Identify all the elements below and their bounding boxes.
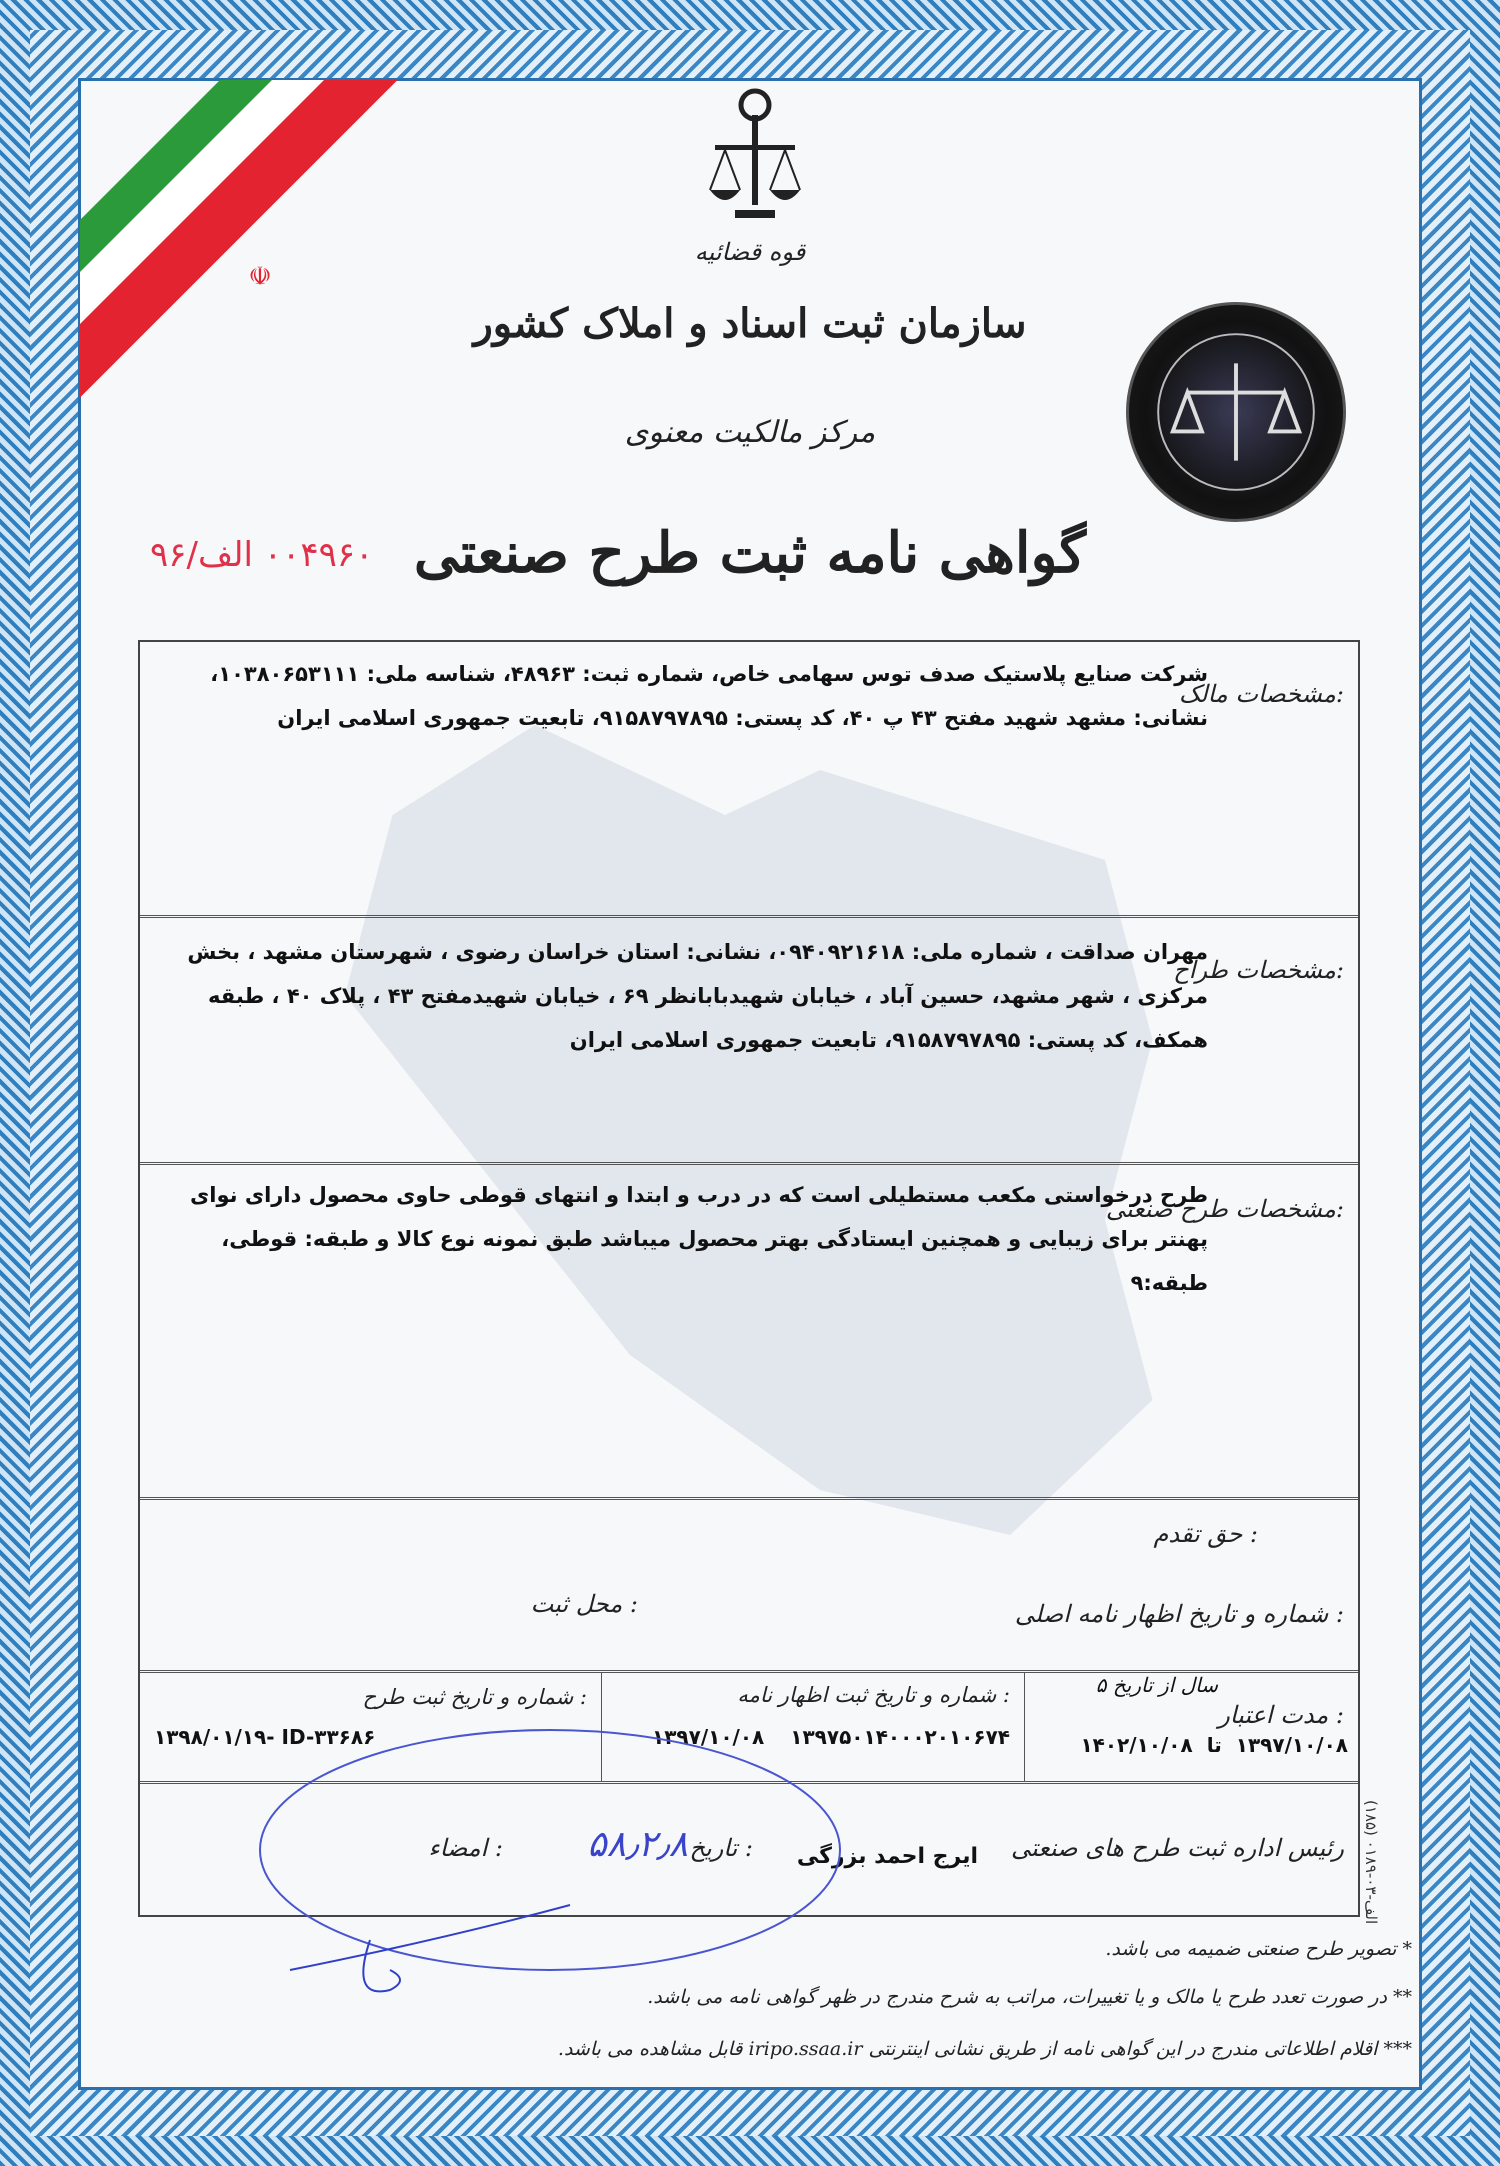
owner-row — [140, 642, 1358, 918]
footnote-3: *** اقلام اطلاعاتی مندرج در این گواهی نامه از طریق نشانی اینترنتی iripo.ssaa.ir قابل مشاهده می باشد. — [557, 2038, 1412, 2060]
original-application-label: شماره و تاریخ اظهار نامه اصلی : — [1014, 1600, 1344, 1628]
application-label: شماره و تاریخ ثبت اظهار نامه : — [737, 1683, 1010, 1707]
registration-place-label: محل ثبت : — [530, 1590, 638, 1618]
official-stamp-and-signature — [240, 1700, 860, 2000]
judiciary-scales-emblem-icon — [700, 85, 810, 235]
validity-from: ۱۳۹۷/۱۰/۰۸ — [1235, 1733, 1348, 1757]
registration-label: شماره و تاریخ ثبت طرح : — [362, 1685, 587, 1709]
owner-details: شرکت صنایع پلاستیک صدف توس سهامی خاص، شماره ثبت: ۴۸۹۶۳، شناسه ملی: ۱۰۳۸۰۶۵۳۱۱۱، نشانی: مشهد شهید مفتح ۴۳ پ ۴۰، کد پستی: ۹۱۵۸۷۹۷۸۹۵، تابعیت جمهوری اسلامی ایران — [210, 662, 1208, 730]
handwritten-date: ۵۸٫۲٫۸ — [587, 1824, 688, 1865]
validity-note: ۵ سال از تاریخ — [1095, 1673, 1218, 1697]
designer-label: مشخصات طراح: — [1173, 956, 1344, 984]
validity-cell — [1024, 1673, 1358, 1781]
priority-row — [140, 1500, 1358, 1673]
design-details: طرح درخواستی مکعب مستطیلی است که در درب و ابتدا و انتهای قوطی حاوی محصول دارای نوای پهنتر برای زیبایی و همچنین ایستادگی بهتر محصول میباشد طبق نمونه نوع کالا و طبقه: قوطی، طبقه:۹ — [190, 1183, 1208, 1295]
footnote-1: * تصویر طرح صنعتی ضمیمه می باشد. — [1105, 1938, 1412, 1960]
priority-label: حق تقدم : — [1153, 1520, 1258, 1548]
iran-flag-icon: ☫ — [80, 80, 420, 420]
serial-number: ۰۰۴۹۶۰ الف/۹۶ — [150, 535, 374, 575]
designer-row — [140, 918, 1358, 1165]
application-date: ۱۳۹۷/۱۰/۰۸ — [652, 1725, 765, 1749]
application-number: ۱۳۹۷۵۰۱۴۰۰۰۲۰۱۰۶۷۴ — [790, 1725, 1010, 1749]
organization-heading: سازمان ثبت اسناد و املاک کشور — [473, 300, 1027, 347]
owner-label: مشخصات مالک: — [1178, 680, 1344, 708]
form-code: (۱۸۵) الف-۰۳-۰۱۸۹ — [1362, 1800, 1380, 1925]
certificate-title: گواهی نامه ثبت طرح صنعتی — [413, 520, 1087, 586]
validity-label: مدت اعتبار : — [1218, 1701, 1344, 1729]
design-row — [140, 1165, 1358, 1500]
validity-to: ۱۴۰۲/۱۰/۰۸ — [1080, 1733, 1193, 1757]
registration-value: ۱۳۹۸/۰۱/۱۹- ID-۳۳۶۸۶ — [154, 1725, 376, 1749]
hologram-seal — [1126, 302, 1346, 522]
signatory-title: رئیس اداره ثبت طرح های صنعتی — [1011, 1834, 1344, 1862]
footnote-2: ** در صورت تعدد طرح یا مالک و یا تغییرات، مراتب به شرح مندرج در ظهر گواهی نامه می باشد. — [647, 1986, 1412, 2008]
sign-label: امضاء : — [428, 1834, 503, 1862]
seal-scales-icon — [1129, 305, 1343, 519]
designer-details: مهران صداقت ، شماره ملی: ۰۹۴۰۹۲۱۶۱۸، نشانی: استان خراسان رضوی ، شهرستان مشهد ، بخش مرکزی ، شهر مشهد، حسین آباد ، خیابان شهیدبابانظر ۶۹ ، خیابان شهیدمفتح ۴۳ ، پلاک ۴۰ ، طبقه همکف، کد پستی: ۹۱۵۸۷۹۷۸۹۵، تابعیت جمهوری اسلامی ایران — [187, 940, 1208, 1052]
validity-to-word: تا — [1206, 1733, 1222, 1757]
center-heading: مرکز مالکیت معنوی — [624, 415, 876, 450]
signatory-name: ایرج احمد بزرگی — [796, 1844, 978, 1869]
design-label: مشخصات طرح صنعتی: — [1105, 1195, 1344, 1223]
date-label: تاریخ : — [689, 1834, 753, 1862]
judiciary-heading: قوه قضائیه — [694, 238, 806, 266]
